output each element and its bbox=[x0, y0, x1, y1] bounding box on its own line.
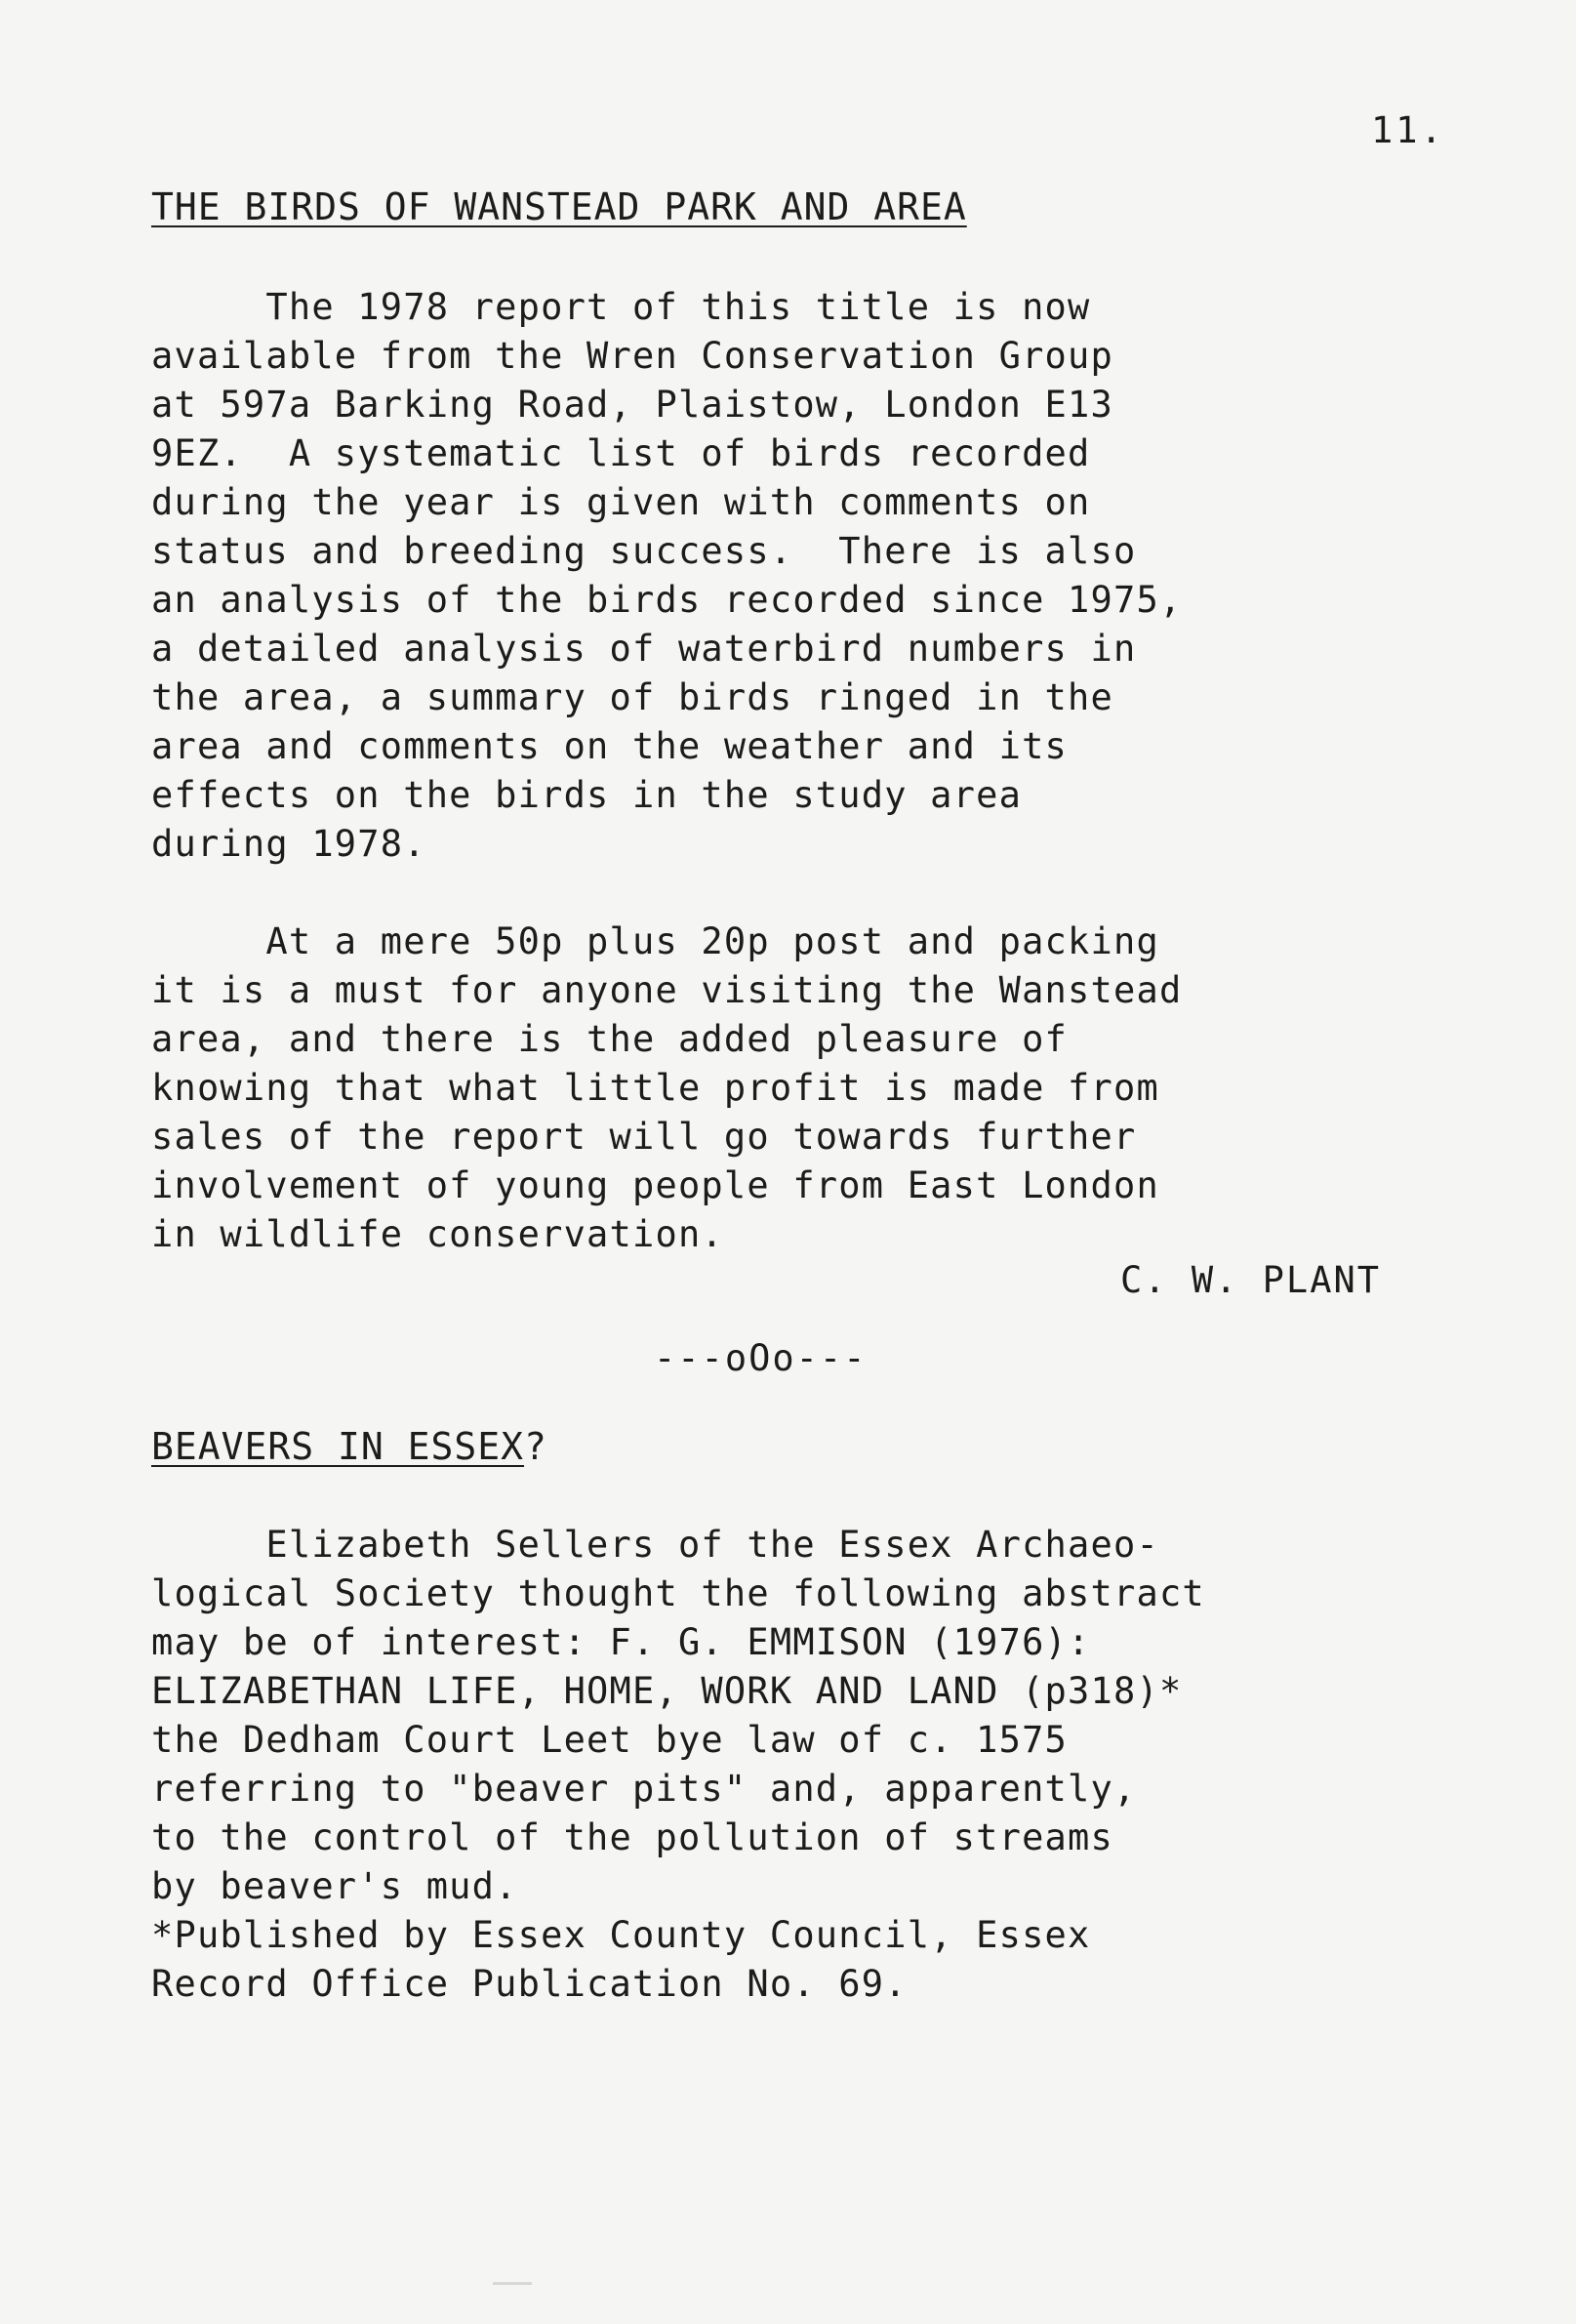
birds-report-line: effects on the birds in the study area bbox=[151, 774, 1023, 816]
price-info-line: area, and there is the added pleasure of bbox=[151, 1018, 1069, 1060]
birds-report-line: an analysis of the birds recorded since 1975, bbox=[151, 579, 1183, 621]
birds-report-line: a detailed analysis of waterbird numbers in bbox=[151, 628, 1137, 670]
beavers-abstract-line: by beaver's mud. bbox=[151, 1865, 518, 1907]
beavers-abstract-line: ELIZABETHAN LIFE, HOME, WORK AND LAND (p318)* bbox=[151, 1670, 1183, 1712]
section-heading-beavers-text: BEAVERS IN ESSEX bbox=[151, 1425, 525, 1468]
section-heading-beavers-suffix: ? bbox=[524, 1425, 547, 1468]
page-number: 11. bbox=[1371, 109, 1445, 151]
beavers-abstract-line: *Published by Essex County Council, Essex bbox=[151, 1914, 1091, 1956]
birds-report-line: during the year is given with comments on bbox=[151, 481, 1091, 523]
section-heading-birds: THE BIRDS OF WANSTEAD PARK AND AREA bbox=[151, 185, 967, 228]
author-signature: C. W. PLANT bbox=[1120, 1259, 1382, 1301]
beavers-abstract-line: Record Office Publication No. 69. bbox=[151, 1963, 908, 2005]
paragraph-beavers-abstract bbox=[151, 1521, 1517, 2009]
beavers-abstract-line: the Dedham Court Leet bye law of c. 1575 bbox=[151, 1719, 1069, 1761]
price-info-line: sales of the report will go towards further bbox=[151, 1116, 1137, 1158]
birds-report-line: The 1978 report of this title is now bbox=[151, 286, 1091, 328]
section-separator: ---oOo--- bbox=[654, 1337, 868, 1379]
birds-report-line: status and breeding success. There is also bbox=[151, 530, 1137, 572]
birds-report-line: area and comments on the weather and its bbox=[151, 725, 1069, 767]
price-info-line: knowing that what little profit is made from bbox=[151, 1067, 1159, 1109]
price-info-line: involvement of young people from East London bbox=[151, 1164, 1159, 1206]
beavers-abstract-line: referring to "beaver pits" and, apparently, bbox=[151, 1768, 1137, 1810]
price-info-line: At a mere 50p plus 20p post and packing bbox=[151, 920, 1159, 962]
section-heading-beavers bbox=[151, 1425, 547, 1468]
birds-report-line: available from the Wren Conservation Group bbox=[151, 335, 1113, 377]
beavers-abstract-line: may be of interest: F. G. EMMISON (1976): bbox=[151, 1621, 1091, 1663]
paragraph-birds-report bbox=[151, 283, 1517, 869]
birds-report-line: at 597a Barking Road, Plaistow, London E13 bbox=[151, 384, 1113, 426]
page-smudge bbox=[493, 2282, 532, 2285]
price-info-line: in wildlife conservation. bbox=[151, 1213, 724, 1255]
beavers-abstract-line: to the control of the pollution of streams bbox=[151, 1816, 1113, 1858]
beavers-abstract-line: Elizabeth Sellers of the Essex Archaeo- bbox=[151, 1524, 1159, 1566]
birds-report-line: the area, a summary of birds ringed in the bbox=[151, 676, 1113, 718]
beavers-abstract-line: logical Society thought the following abstract bbox=[151, 1572, 1205, 1614]
paragraph-price-info bbox=[151, 917, 1517, 1259]
birds-report-line: during 1978. bbox=[151, 823, 426, 865]
birds-report-line: 9EZ. A systematic list of birds recorded bbox=[151, 432, 1091, 474]
price-info-line: it is a must for anyone visiting the Wanstead bbox=[151, 969, 1183, 1011]
